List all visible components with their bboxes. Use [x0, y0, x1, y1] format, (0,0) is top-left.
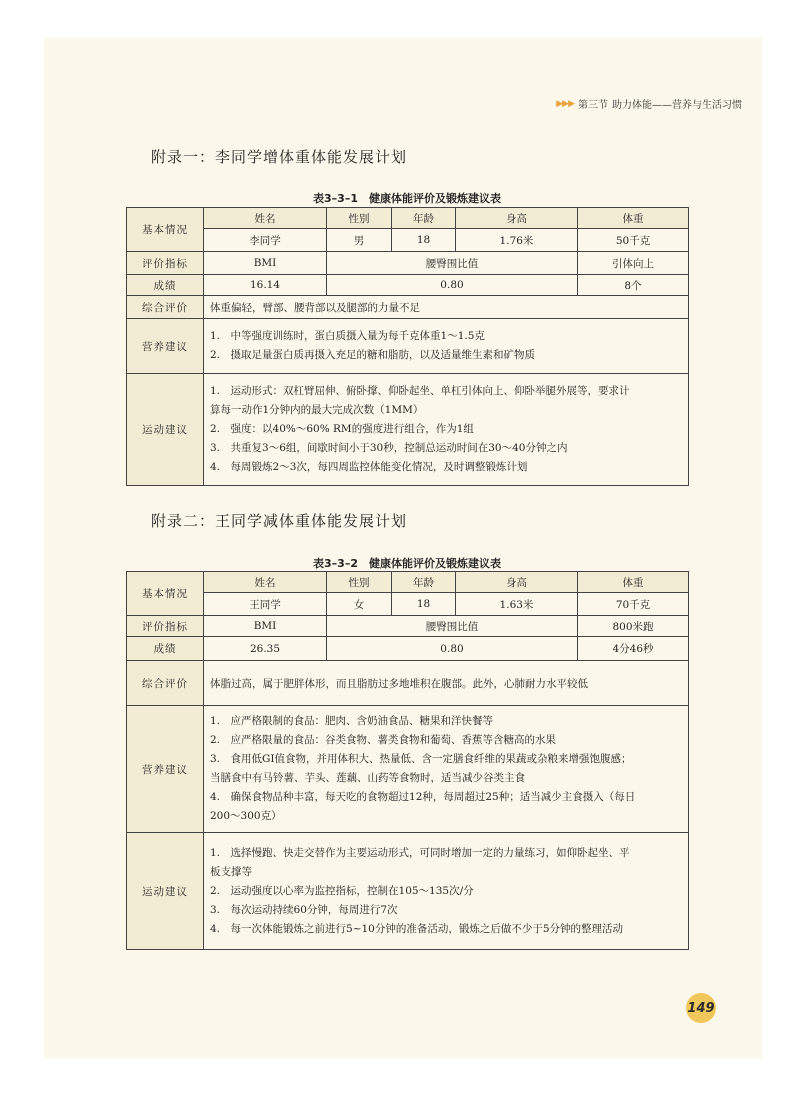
- nutrition-line: 200～300克）: [210, 810, 282, 822]
- index-waist-hip: 腰臀围比值: [327, 252, 578, 275]
- score-label: 成绩: [127, 275, 204, 296]
- appendix2-caption: 表3–3–2 健康体能评价及锻炼建议表: [313, 557, 501, 570]
- header-age: 年龄: [392, 208, 456, 229]
- exercise-text: [204, 833, 689, 950]
- nutrition-label: 营养建议: [127, 319, 204, 374]
- value-weight: 50千克: [578, 229, 689, 252]
- index-bmi: BMI: [204, 616, 327, 637]
- index-third: 引体向上: [578, 252, 689, 275]
- nutrition-line: 4. 确保食物品种丰富，每天吃的食物超过12种，每周超过25种；适当减少主食摄入（每日: [210, 791, 636, 803]
- index-bmi: BMI: [204, 252, 327, 275]
- score-third: 8个: [578, 275, 689, 296]
- header-gender: 性别: [327, 572, 392, 593]
- nutrition-line: 3. 食用低GI值食物，并用体积大、热量低、含一定膳食纤维的果蔬或杂粮来增强饱腹感；: [210, 753, 632, 765]
- value-height: 1.76米: [456, 229, 578, 252]
- exercise-line: 3. 共重复3～6组，间歇时间小于30秒，控制总运动时间在30～40分钟之内: [210, 442, 568, 454]
- header-age: 年龄: [392, 572, 456, 593]
- appendix2-table: [126, 571, 689, 950]
- exercise-line: 1. 选择慢跑、快走交替作为主要运动形式，可同时增加一定的力量练习，如仰卧起坐、平: [210, 846, 630, 859]
- exercise-line: 算每一动作1分钟内的最大完成次数（1MM）: [210, 404, 424, 416]
- arrow-icon: ▶▶▶: [556, 98, 574, 109]
- index-label: 评价指标: [127, 616, 204, 637]
- score-third: 4分46秒: [578, 637, 689, 661]
- header-title: 助力体能——营养与生活习惯: [612, 100, 742, 111]
- header-height: 身高: [456, 572, 578, 593]
- value-gender: 女: [327, 593, 392, 616]
- value-age: 18: [392, 593, 456, 616]
- score-bmi: 26.35: [204, 637, 327, 661]
- appendix1-table: [126, 207, 689, 486]
- nutrition-text: [204, 706, 689, 833]
- nutrition-label: 营养建议: [127, 706, 204, 833]
- appendix1-title: 附录一：李同学增体重体能发展计划: [151, 148, 408, 166]
- exercise-line: 3. 每次运动持续60分钟，每周进行7次: [210, 903, 398, 916]
- score-waist-hip: 0.80: [327, 275, 578, 296]
- overall-label: 综合评价: [127, 296, 204, 319]
- appendix2-title: 附录二：王同学减体重体能发展计划: [151, 512, 408, 530]
- page-number: 149: [686, 993, 716, 1023]
- nutrition-line: 1. 中等强度训练时，蛋白质摄入量为每千克体重1～1.5克: [210, 330, 485, 342]
- index-waist-hip: 腰臀围比值: [327, 616, 578, 637]
- exercise-label: 运动建议: [127, 374, 204, 486]
- value-weight: 70千克: [578, 593, 689, 616]
- exercise-line: 1. 运动形式：双杠臂屈伸、俯卧撑、仰卧起坐、单杠引体向上、仰卧举腿外展等，要求计: [210, 385, 630, 397]
- header-name: 姓名: [204, 208, 327, 229]
- value-name: 王同学: [204, 593, 327, 616]
- header-gender: 性别: [327, 208, 392, 229]
- exercise-line: 4. 每周锻炼2～3次，每四周监控体能变化情况，及时调整锻炼计划: [210, 461, 528, 473]
- nutrition-line: 2. 摄取足量蛋白质再摄入充足的糖和脂肪，以及适量维生素和矿物质: [210, 349, 536, 361]
- exercise-text: [204, 374, 689, 486]
- score-bmi: 16.14: [204, 275, 327, 296]
- nutrition-line: 1. 应严格限制的食品：肥肉、含奶油食品、糖果和洋快餐等: [210, 715, 494, 727]
- value-gender: 男: [327, 229, 392, 252]
- value-age: 18: [392, 229, 456, 252]
- overall-label: 综合评价: [127, 661, 204, 706]
- overall-text: 体脂过高，属于肥胖体形，而且脂肪过多地堆积在腹部。此外，心肺耐力水平较低: [204, 661, 689, 706]
- header-weight: 体重: [578, 208, 689, 229]
- header-section: 第三节: [578, 100, 608, 111]
- exercise-line: 2. 运动强度以心率为监控指标，控制在105～135次/分: [210, 884, 474, 897]
- header-height: 身高: [456, 208, 578, 229]
- appendix1-caption: 表3–3–1 健康体能评价及锻炼建议表: [313, 192, 501, 205]
- nutrition-text: [204, 319, 689, 374]
- nutrition-line: 当膳食中有马铃薯、芋头、莲藕、山药等食物时，适当减少谷类主食: [210, 772, 525, 784]
- exercise-label: 运动建议: [127, 833, 204, 950]
- header-name: 姓名: [204, 572, 327, 593]
- exercise-line: 2. 强度：以40%～60% RM的强度进行组合，作为1组: [210, 423, 474, 435]
- index-third: 800米跑: [578, 616, 689, 637]
- score-label: 成绩: [127, 637, 204, 661]
- value-name: 李同学: [204, 229, 327, 252]
- overall-text: 体重偏轻，臂部、腰背部以及腿部的力量不足: [204, 296, 689, 319]
- basic-label: 基本情况: [127, 208, 204, 252]
- value-height: 1.63米: [456, 593, 578, 616]
- exercise-line: 4. 每一次体能锻炼之前进行5~10分钟的准备活动，锻炼之后做不少于5分钟的整理活动: [210, 922, 624, 935]
- basic-label: 基本情况: [127, 572, 204, 616]
- nutrition-line: 2. 应严格限量的食品：谷类食物、薯类食物和葡萄、香蕉等含糖高的水果: [210, 734, 557, 746]
- header-weight: 体重: [578, 572, 689, 593]
- exercise-line: 板支撑等: [210, 865, 252, 878]
- running-header: [556, 96, 742, 111]
- score-waist-hip: 0.80: [327, 637, 578, 661]
- index-label: 评价指标: [127, 252, 204, 275]
